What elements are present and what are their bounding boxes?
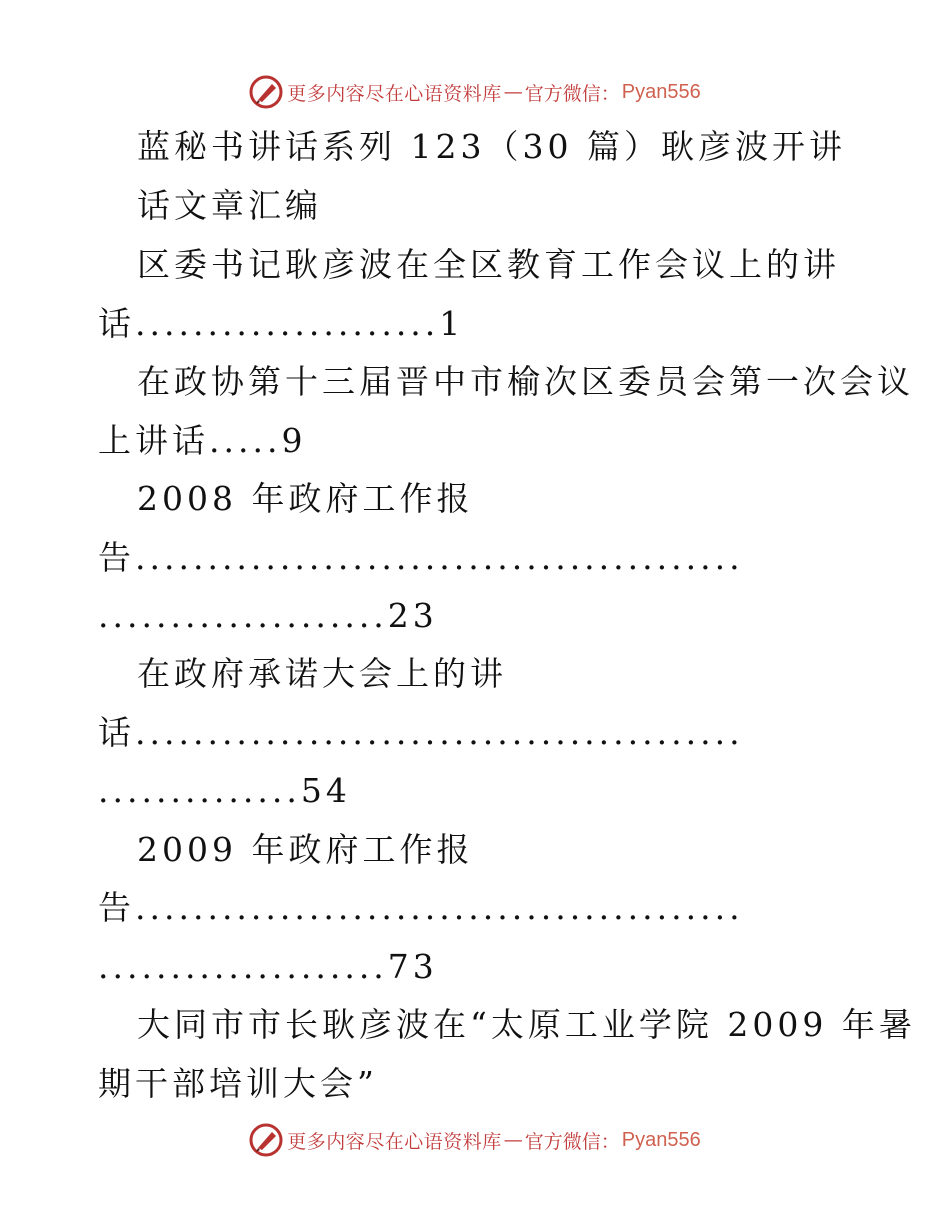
header-banner[interactable] xyxy=(0,72,950,112)
toc-entry-3-page: ....................23 xyxy=(98,596,438,635)
doc-title-line-2: 话文章汇编 xyxy=(137,186,322,225)
wechat-label: 官方微信： xyxy=(524,1130,620,1153)
toc-entry-5-page: ....................73 xyxy=(98,947,438,986)
pen-logo-icon xyxy=(249,1123,283,1157)
footer-banner[interactable] xyxy=(0,1120,950,1160)
wechat-id: Pyan556 xyxy=(621,1128,701,1151)
toc-entry-4-title: 在政府承诺大会上的讲 xyxy=(137,654,507,693)
separator-dash: — xyxy=(503,81,523,103)
toc-entry-5-title: 2009 年政府工作报 xyxy=(137,830,474,869)
toc-entry-4-page: ..............54 xyxy=(98,771,351,810)
toc-entry-3-title: 2008 年政府工作报 xyxy=(137,479,474,518)
toc-entry-1-leader: 话.....................1 xyxy=(98,304,465,343)
toc-entry-6-continued: 期干部培训大会” xyxy=(98,1064,378,1103)
toc-entry-2-title: 在政协第十三届晋中市榆次区委员会第一次会议 xyxy=(137,362,914,401)
site-name: 更多内容尽在心语资料库 xyxy=(287,82,502,105)
wechat-id: Pyan556 xyxy=(621,80,701,103)
toc-entry-3-leader: 告.......................................... xyxy=(98,538,744,577)
toc-entry-4-leader: 话.......................................... xyxy=(98,713,744,752)
toc-entry-6-title: 大同市市长耿彦波在“太原工业学院 2009 年暑 xyxy=(137,1005,916,1044)
toc-entry-2-leader: 上讲话.....9 xyxy=(98,421,307,460)
site-name: 更多内容尽在心语资料库 xyxy=(287,1130,502,1153)
pen-logo-icon xyxy=(249,75,283,109)
toc-entry-5-leader: 告.......................................... xyxy=(98,888,744,927)
toc-entry-1-title: 区委书记耿彦波在全区教育工作会议上的讲 xyxy=(137,245,840,284)
wechat-label: 官方微信： xyxy=(524,82,620,105)
doc-title-line-1: 蓝秘书讲话系列 123（30 篇）耿彦波开讲 xyxy=(137,127,846,166)
separator-dash: — xyxy=(503,1129,523,1151)
